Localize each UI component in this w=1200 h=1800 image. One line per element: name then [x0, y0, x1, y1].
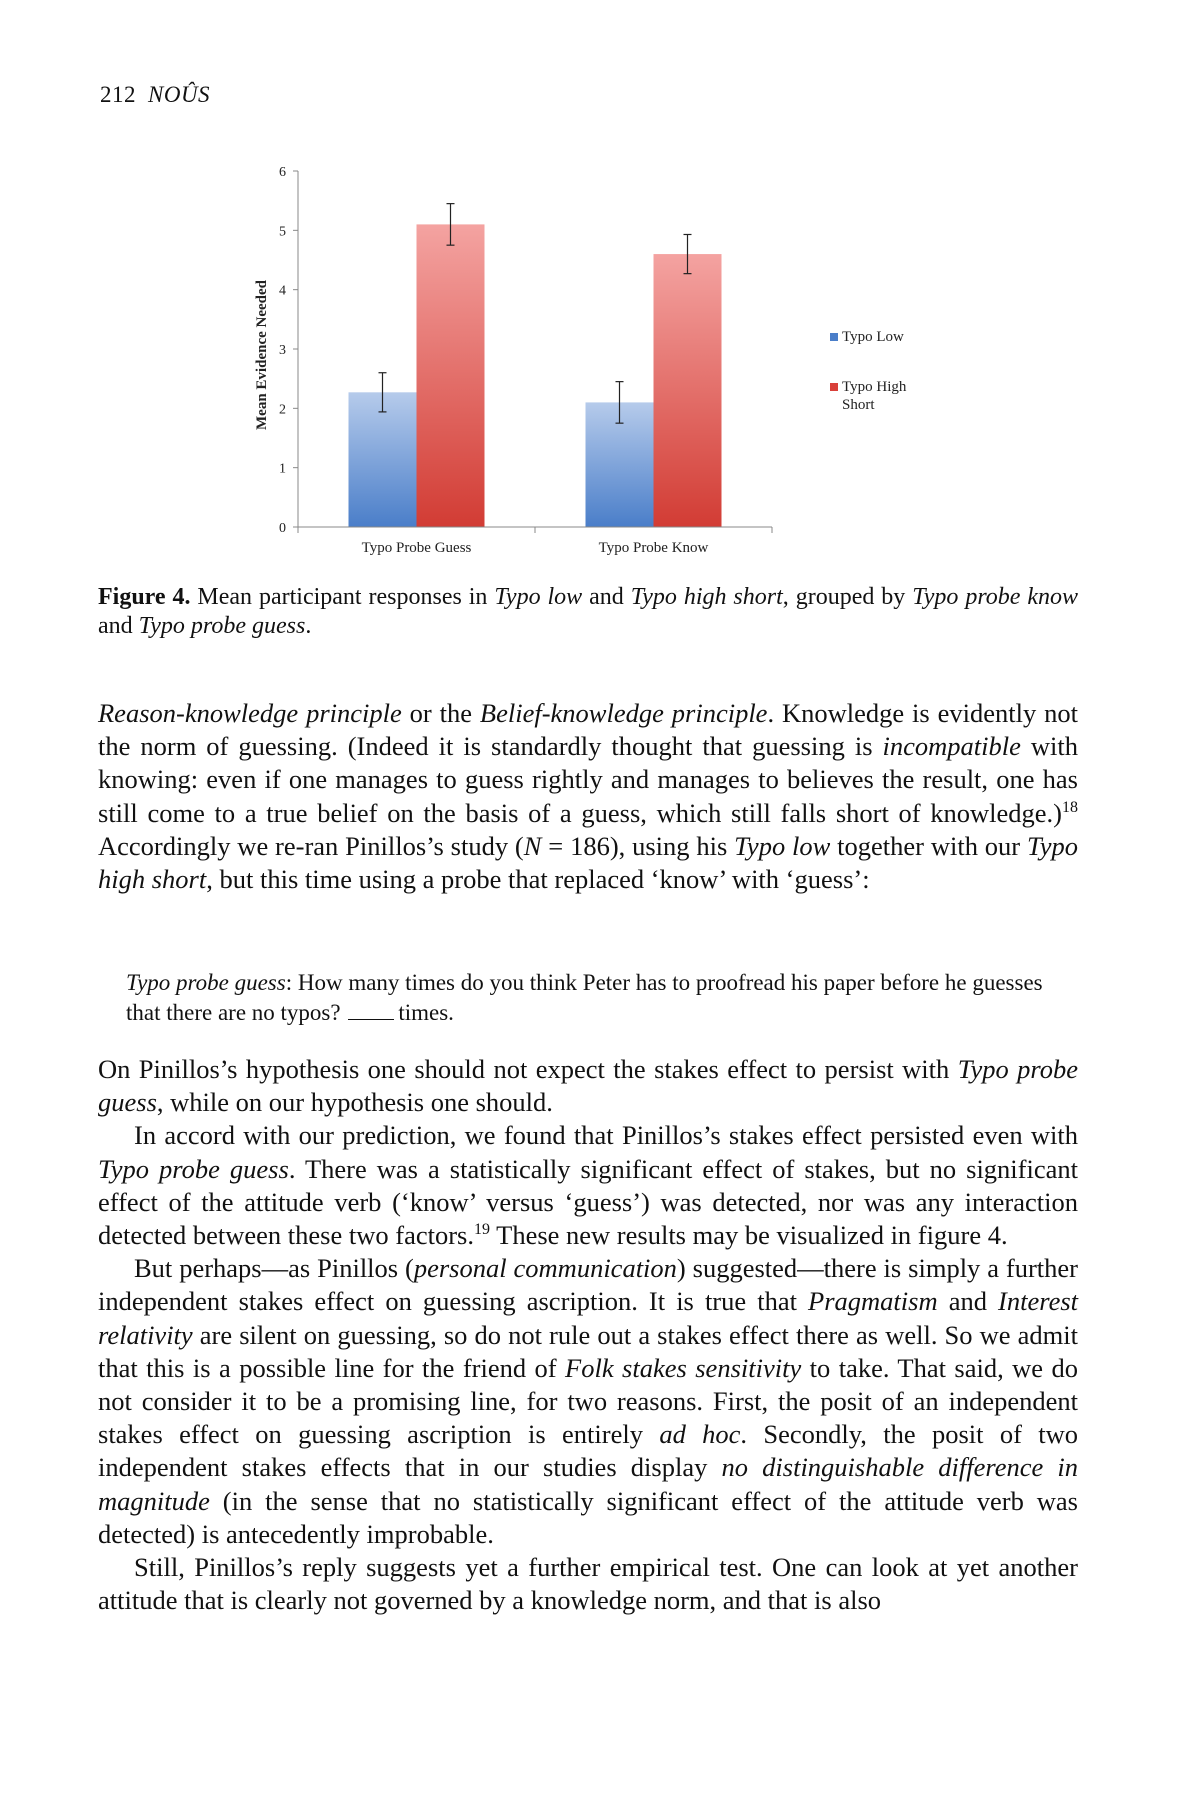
page-number: 212 — [100, 82, 136, 107]
text: . Secondly, the posit of two independent stakes effects that in our studies display — [98, 1419, 1079, 1483]
paragraph-5 — [98, 1551, 1078, 1617]
quote-end: times. — [398, 1000, 454, 1025]
text: ) suggested—there is simply a further independent stakes effect on guessing ascription. It is true that — [98, 1253, 1078, 1317]
paragraph-4 — [98, 1252, 1078, 1551]
text-italic: incompatible — [882, 731, 1021, 762]
legend-label: Typo Low — [842, 329, 904, 345]
text: Still, Pinillos’s reply suggests yet a further empirical test. One can look at yet another attitude that is clearly not governed by a knowledge norm, and that is also — [98, 1552, 1078, 1616]
text: But perhaps—as Pinillos ( — [134, 1253, 414, 1284]
text-italic: Typo probe guess — [98, 1054, 1078, 1118]
figure-caption — [98, 583, 1078, 641]
caption-italic: Typo probe know — [912, 584, 1079, 610]
text-italic: Typo probe guess — [98, 1153, 289, 1184]
legend-swatch — [830, 333, 838, 341]
text-italic: N — [523, 830, 542, 861]
text-italic: Belief-knowledge principle — [479, 698, 768, 728]
text: are silent on guessing, so do not rule out a stakes effect there as well. So we admit that this is a possible line for the friend of — [98, 1319, 1078, 1383]
footnote-ref[interactable]: 18 — [1062, 798, 1078, 816]
text-italic: no distinguishable difference in magnitude — [98, 1452, 1078, 1516]
y-tick-label: 0 — [279, 521, 286, 536]
block-quote — [126, 968, 1046, 1028]
y-tick-label: 3 — [279, 343, 286, 358]
text: These new results may be visualized in figure 4. — [489, 1220, 1008, 1251]
text-italic: ad hoc — [659, 1419, 741, 1450]
text: (in the sense that no statistically significant effect of the attitude verb was detected) is antecedently improbable. — [98, 1485, 1078, 1549]
bar-typo-high-short — [417, 224, 485, 527]
quote-text: : How many times do you think Peter has to proofread his paper before he guesses that there are no typos? — [126, 970, 1043, 1025]
body-paragraphs — [98, 1053, 1078, 1617]
text: with knowing: even if one manages to guess rightly and manages to believes the result, one has still come to a true belief on the basis of a guess, which still falls short of knowledge.) — [98, 731, 1078, 828]
text: In accord with our prediction, we found that Pinillos’s stakes effect persisted even with — [134, 1120, 1078, 1151]
caption-italic: Typo probe guess — [138, 613, 306, 639]
text: = 186), using his — [541, 830, 735, 861]
y-tick-label: 6 — [279, 165, 286, 180]
journal-title: NOÛS — [148, 82, 211, 107]
y-tick-label: 2 — [279, 402, 286, 418]
y-axis-label: Mean Evidence Needed — [254, 280, 270, 430]
caption-text: , grouped by — [782, 584, 913, 610]
caption-text: and — [582, 584, 631, 610]
text: or the — [401, 698, 480, 728]
y-tick-label: 1 — [279, 461, 286, 477]
text: to take. That said, we do not consider it to be a promising line, for two reasons. First, the posit of an independent stakes effect on guessing ascription is entirely — [98, 1352, 1078, 1450]
y-tick-label: 4 — [279, 283, 286, 299]
x-tick-label: Typo Probe Know — [598, 540, 709, 555]
bar-chart — [230, 155, 930, 555]
text: , while on our hypothesis one should. — [156, 1087, 553, 1118]
text: together with our — [830, 830, 1027, 861]
y-tick-label: 5 — [279, 224, 286, 240]
paragraph-2 — [98, 1053, 1078, 1119]
legend-label: Typo High Short — [842, 379, 907, 413]
quote-label: Typo probe guess — [126, 970, 286, 995]
legend-swatch — [830, 383, 838, 391]
bar-typo-low — [349, 392, 417, 527]
answer-blank — [348, 1003, 394, 1020]
text: , but this time using a probe that replaced ‘know’ with ‘guess’: — [206, 864, 870, 895]
text: . Knowledge is evidently not the norm of guessing. (Indeed it is standardly thought that guessing is — [98, 698, 1079, 762]
text-italic: Typo high short — [98, 830, 1079, 895]
caption-text: Mean participant responses in — [190, 584, 495, 610]
paragraph-3 — [98, 1119, 1078, 1252]
caption-text: . — [305, 613, 312, 639]
caption-text: and — [98, 613, 139, 639]
text: and — [937, 1286, 999, 1317]
caption-italic: Typo low — [494, 584, 583, 610]
text-italic: Typo low — [734, 830, 831, 861]
text-italic: Pragmatism — [808, 1286, 938, 1317]
text: Accordingly we re-ran Pinillos’s study ( — [98, 830, 524, 861]
x-tick-label: Typo Probe Guess — [361, 540, 472, 555]
footnote-ref[interactable]: 19 — [473, 1221, 490, 1239]
text: On Pinillos’s hypothesis one should not expect the stakes effect to persist with — [98, 1054, 958, 1084]
text-italic: Reason-knowledge principle — [98, 698, 402, 728]
text-italic: Interest relativity — [98, 1286, 1079, 1350]
running-header — [100, 82, 210, 108]
caption-label: Figure 4. — [98, 584, 191, 610]
text-italic: Folk stakes sensitivity — [565, 1352, 802, 1383]
bar-typo-high-short — [654, 254, 722, 527]
caption-italic: Typo high short — [630, 584, 783, 610]
paragraph-1 — [98, 697, 1078, 896]
text-italic: personal communication — [413, 1253, 677, 1284]
text: . There was a statistically significant effect of stakes, but no significant effect of the attitude verb (‘know’ versus ‘guess’) was detected, nor was any interaction detected between these two factors. — [98, 1153, 1078, 1251]
